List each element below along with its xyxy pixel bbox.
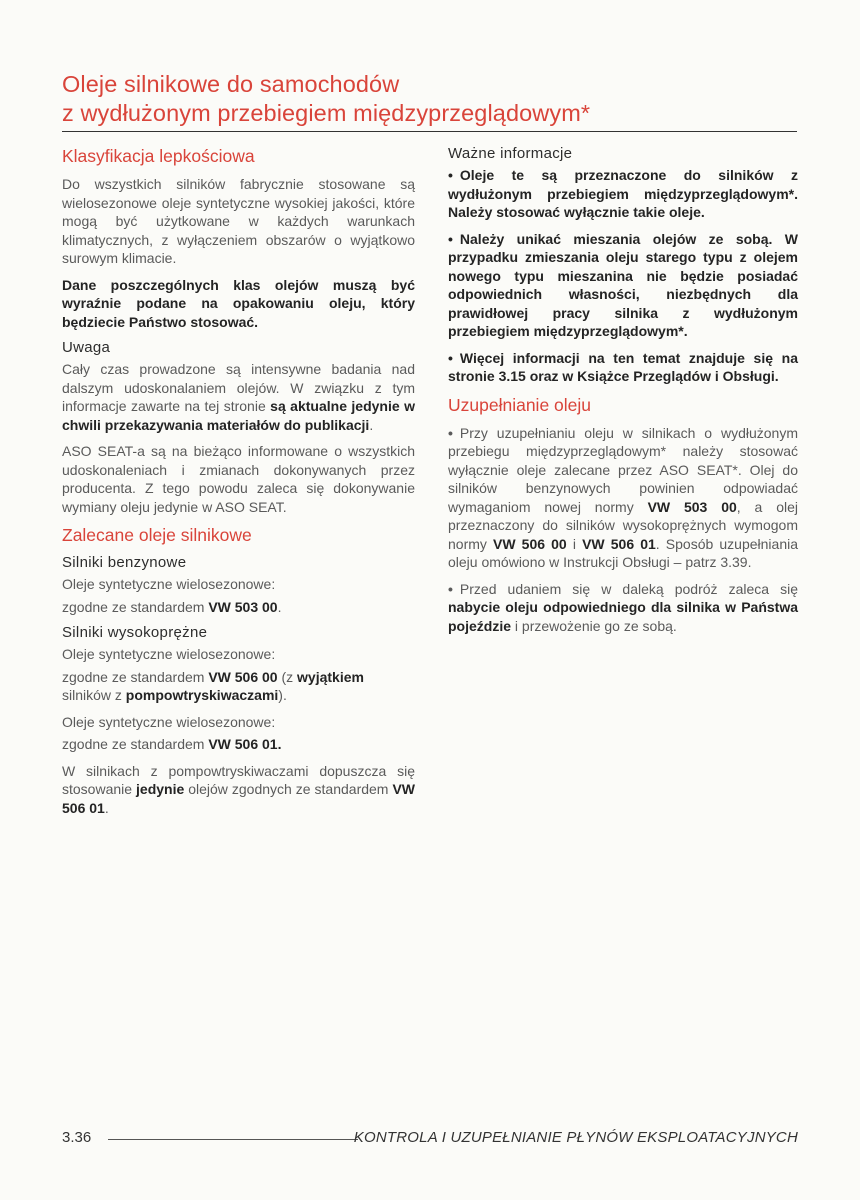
petrol-oil-type: Oleje syntetyczne wielosezonowe:: [62, 576, 276, 592]
info-bullet-2: • Należy unikać mieszania olejów ze sobą. W przypadku zmieszania oleju starego typu z olejem nowego typu mieszanina nie będzie posiadać odpowiednich własności, niezbędnych dla prawidłowej pracy silnika z wydłużonym przebiegiem międzyprzeglądowym*.: [448, 230, 798, 341]
topping-up-heading: Uzupełnianie oleju: [448, 394, 592, 415]
diesel-standard-1-e: silników z: [62, 687, 126, 703]
topping-up-1-d: VW 506 00: [493, 535, 567, 552]
topping-up-1-c: , a olej przeznaczony do silników wysokoprężnych wymogom normy: [448, 498, 799, 552]
petrol-standard-b: VW 503 00: [208, 598, 278, 615]
left-column: [62, 145, 415, 825]
pump-injector-paragraph: [62, 762, 415, 818]
pump-injector-c: olejów zgodnych ze standardem: [184, 781, 393, 797]
aso-paragraph: ASO SEAT-a są na bieżąco informowane o wszystkich udoskonaleniach i zmianach dokonywanych przez producenta. Z tego powodu zaleca się dokonywanie wymiany oleju jedynie w ASO SEAT.: [62, 443, 415, 515]
diesel-standard-1-a: zgodne ze standardem: [62, 668, 209, 685]
note-text-b: są aktualne jedynie w chwili przekazywania materiałów do publikacji: [62, 398, 415, 433]
topping-up-bullet-2: [448, 580, 798, 636]
note-heading: Uwaga: [62, 339, 111, 356]
diesel-standard-2-b: VW 506 01.: [208, 736, 282, 752]
page-title-line-1: Oleje silnikowe do samochodów: [62, 71, 400, 97]
note-text-c: .: [369, 416, 374, 433]
diesel-standard-2-a: zgodne ze standardem: [62, 736, 209, 752]
petrol-engines-heading: Silniki benzynowe: [62, 554, 187, 571]
diesel-oil-type-1: Oleje syntetyczne wielosezonowe:: [62, 646, 276, 662]
recommended-oils-heading: Zalecane oleje silnikowe: [62, 525, 252, 545]
topping-up-1-b: VW 503 00: [647, 498, 737, 515]
topping-up-1-g: . Sposób uzupełniania oleju omówiono w Instrukcji Obsługi – patrz 3.39.: [448, 535, 799, 570]
pump-injector-a: W silnikach z pompowtryskiwaczami dopuszcza się stosowanie: [62, 762, 415, 797]
viscosity-heading: Klasyfikacja lepkościowa: [62, 146, 255, 166]
diesel-standard-1-g: ).: [278, 687, 287, 703]
topping-up-2-b: nabycie oleju odpowiedniego dla silnika w Państwa pojeździe: [448, 599, 798, 634]
info-bullet-1: • Oleje te są przeznaczone do silników z wydłużonym przebiegiem międzyprzeglądowym*. Należy stosować wyłącznie takie oleje.: [448, 166, 798, 222]
topping-up-1-f: VW 506 01: [582, 535, 656, 552]
page-footer: [62, 1127, 798, 1149]
topping-up-bullet-1: [448, 424, 798, 572]
pump-injector-e: .: [104, 799, 109, 816]
page-title: [62, 70, 802, 128]
viscosity-paragraph: Do wszystkich silników fabrycznie stosowane są wielosezonowe oleje syntetyczne wysokiej jakości, które mogą być użytkowane w każdych warunkach klimatycznych, z wyłączeniem obszarów o wyjątkowo surowym klimacie.: [62, 176, 415, 266]
diesel-standard-1-d: wyjątkiem: [297, 668, 364, 685]
topping-up-2-c: i przewożenie go ze sobą.: [511, 617, 677, 634]
pump-injector-d: VW 506 01: [62, 781, 415, 816]
important-info-heading: Ważne informacje: [448, 145, 573, 162]
diesel-standard-1-c: (z: [277, 668, 298, 685]
note-text-a: Cały czas prowadzone są intensywne badania nad dalszym udoskonalaniem olejów. W związku z tym informacje zawarte na tej stronie: [62, 361, 415, 414]
diesel-standard-1-f: pompowtryskiwaczami: [125, 687, 279, 703]
title-divider: [62, 131, 797, 132]
diesel-engines-heading: Silniki wysokoprężne: [62, 624, 208, 641]
petrol-standard-c: .: [277, 598, 282, 615]
topping-up-1-a: Przy uzupełnianiu oleju w silnikach o wydłużonym przebiegu międzyprzeglądowym* należy stosować wyłącznie oleje zalecane przez ASO SEAT*. Olej do silników benzynowych powinien odpowiadać wymaganiom nowej normy: [448, 424, 798, 515]
pump-injector-b: jedynie: [136, 781, 185, 797]
diesel-standard-1-b: VW 506 00: [208, 668, 278, 685]
petrol-standard: [62, 598, 415, 617]
info-bullet-3: • Więcej informacji na ten temat znajduje się na stronie 3.15 oraz w Książce Przeglądów i Obsługi.: [448, 349, 798, 386]
topping-up-1-e: i: [566, 535, 583, 552]
footer-rule: [108, 1139, 358, 1140]
section-title: KONTROLA I UZUPEŁNIANIE PŁYNÓW EKSPLOATACYJNYCH: [353, 1129, 798, 1146]
diesel-standard-1: [62, 668, 415, 705]
page-number: 3.36: [62, 1129, 92, 1146]
oil-class-paragraph: Dane poszczególnych klas olejów muszą być wyraźnie podane na opakowaniu oleju, który będziecie Państwo stosować.: [62, 276, 415, 330]
note-paragraph: [62, 360, 415, 434]
topping-up-2-a: Przed udaniem się w daleką podróż zaleca się: [459, 580, 798, 597]
page-title-line-2: z wydłużonym przebiegiem międzyprzeglądowym*: [62, 100, 591, 126]
diesel-oil-type-2: Oleje syntetyczne wielosezonowe:: [62, 713, 276, 730]
right-column: [448, 145, 798, 643]
diesel-standard-2: [62, 735, 415, 754]
petrol-standard-a: zgodne ze standardem: [62, 598, 209, 615]
